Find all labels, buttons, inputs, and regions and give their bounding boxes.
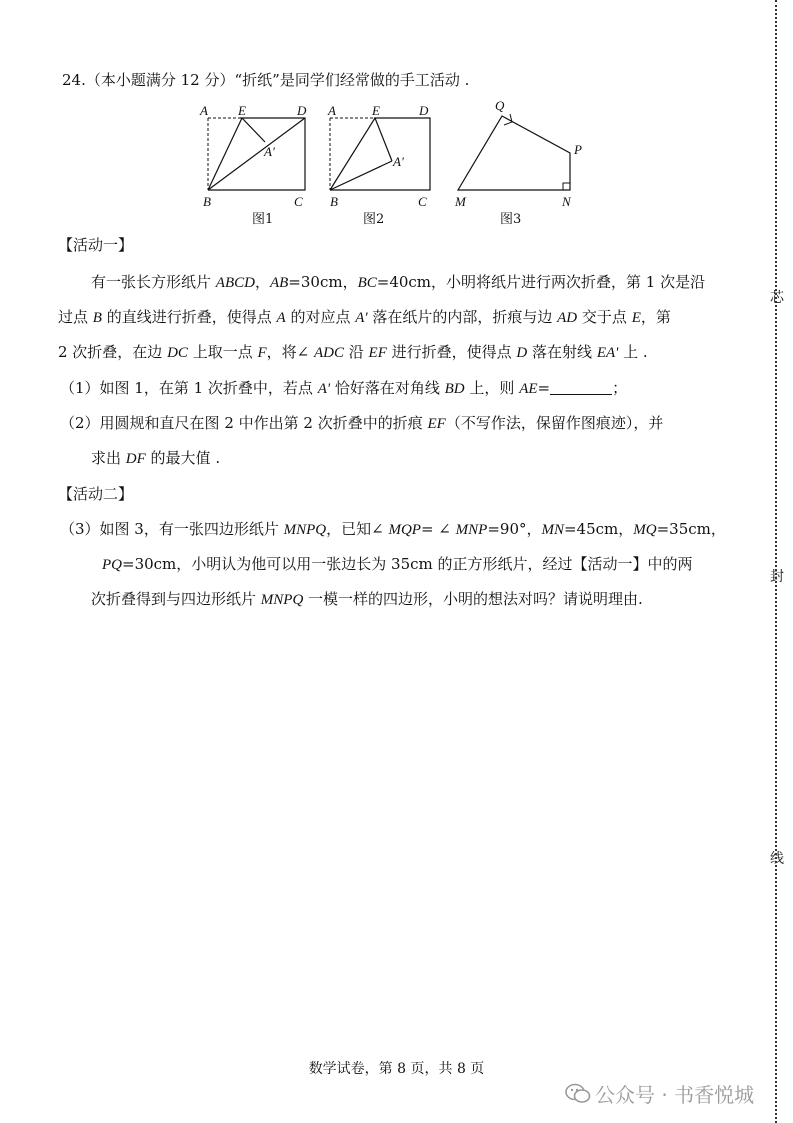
activity1-paragraph-line3: 2 次折叠，在边 DC 上取一点 F，将∠ ADC 沿 EF 进行折叠，使得点 D 落在射线 EA' 上 . [58,343,648,361]
fig3-label-m: M [455,194,466,209]
wechat-icon [565,1083,591,1110]
watermark-text: 公众号 · 书香悦城 [595,1083,755,1107]
binding-dotted-line [775,0,777,1123]
fig1-label-a: A [200,103,208,118]
question-number: 24. [62,71,86,89]
fig1-label-b: B [203,194,211,209]
figure-3-caption: 图3 [500,212,522,227]
fig2-label-c: C [418,194,427,209]
figure-1-caption: 图1 [252,212,274,227]
fig3-label-p: P [574,142,582,157]
question-2-line2: 求出 DF 的最大值 . [91,449,221,467]
question-header [62,70,469,90]
fig3-label-q: Q [495,98,505,113]
figures-svg [0,98,793,238]
fig1-label-c: C [294,194,303,209]
margin-char-2: 封 [770,569,784,585]
question-score: （本小题满分 12 分） [85,71,235,89]
question-1: （1）如图 1，在第 1 次折叠中，若点 A' 恰好落在对角线 BD 上，则 AE= ； [60,379,628,397]
fig3-label-n: N [562,194,571,209]
fig2-label-a1: A' [393,154,404,169]
answer-blank[interactable] [550,380,612,395]
question-3-line2: PQ=30cm，小明认为他可以用一张边长为 35cm 的正方形纸片，经过【活动一】中的两 [102,555,693,573]
fig1-label-d: D [297,103,307,118]
fig2-label-e: E [372,103,380,118]
activity1-heading: 【活动一】 [58,236,134,254]
figure-2-caption: 图2 [363,212,385,227]
question-3-line1: （3）如图 3，有一张四边形纸片 MNPQ，已知∠ MQP= ∠ MNP=90°，MN=45cm，MQ=35cm， [60,520,726,538]
activity1-paragraph-line2: 过点 B 的直线进行折叠，使得点 A 的对应点 A' 落在纸片的内部，折痕与边 AD 交于点 E，第 [58,308,671,326]
question-title: “折纸”是同学们经常做的手工活动 . [234,71,470,89]
fig2-label-d: D [419,103,429,118]
figure-3 [454,98,582,209]
question-3-line3: 次折叠得到与四边形纸片 MNPQ 一模一样的四边形，小明的想法对吗？请说明理由. [91,590,643,608]
activity2-heading: 【活动二】 [58,485,134,503]
watermark [565,1079,754,1110]
question-2-line1: （2）用圆规和直尺在图 2 中作出第 2 次折叠中的折痕 EF（不写作法，保留作图痕迹），并 [60,414,664,432]
fig2-label-b: B [330,194,338,209]
fig2-label-a: A [328,103,336,118]
margin-char-1: 芯 [770,290,784,306]
fig1-label-e: E [238,103,246,118]
page-footer: 数学试卷，第 8 页，共 8 页 [308,1061,485,1077]
fig1-label-a1: A' [264,144,275,159]
figure-1 [199,103,307,209]
margin-char-3: 线 [770,851,784,867]
activity1-paragraph-line1: 有一张长方形纸片 ABCD，AB=30cm，BC=40cm，小明将纸片进行两次折叠，第 1 次是沿 [91,273,706,291]
figure-2 [327,103,430,209]
